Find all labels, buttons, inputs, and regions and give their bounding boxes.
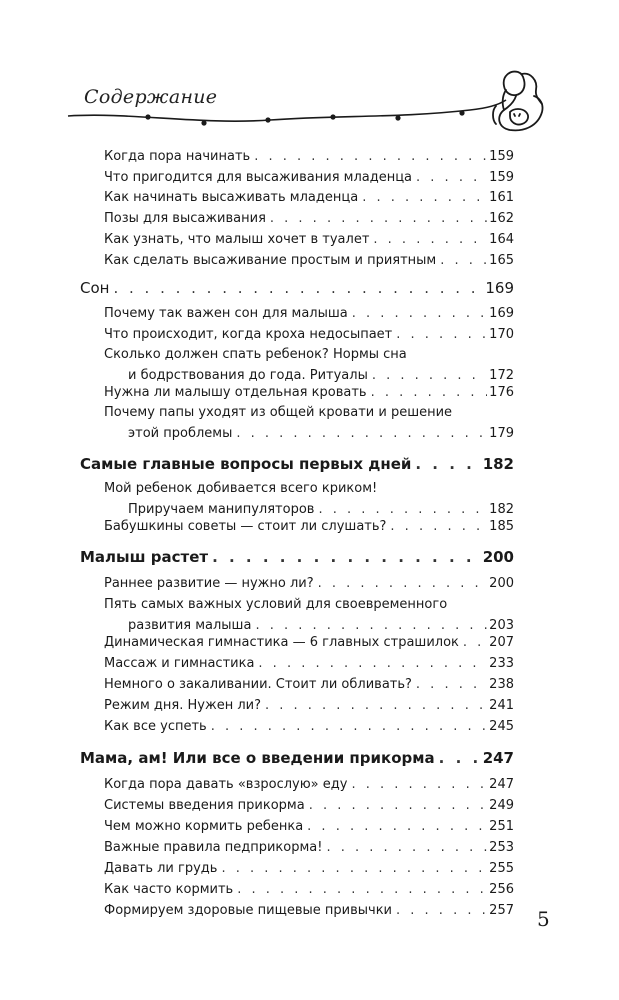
toc-page-number: 203 (489, 618, 514, 633)
toc-entry-title: Немного о закаливании. Стоит ли обливать? (104, 677, 412, 692)
leader-dots (309, 797, 487, 815)
toc-entry-title: Системы введения прикорма (104, 798, 305, 813)
toc-page-number: 159 (489, 149, 514, 164)
toc-entry (104, 860, 514, 878)
toc-page-number: 179 (489, 426, 514, 441)
leader-dots (351, 776, 487, 794)
leader-dots (373, 231, 487, 249)
toc-entry-title: Нужна ли малышу отдельная кровать (104, 385, 367, 400)
toc-page-number: 200 (482, 548, 514, 566)
toc-entry-title: Динамическая гимнастика — 6 главных страшилок (104, 635, 459, 650)
toc-page-number: 164 (489, 232, 514, 247)
toc-page-number: 233 (489, 656, 514, 671)
toc-entry-multiline (104, 596, 514, 635)
toc-page-number: 176 (489, 385, 514, 400)
toc-entry (104, 776, 514, 794)
toc-entry (104, 575, 514, 593)
toc-entry-title: Как сделать высаживание простым и приятным (104, 253, 437, 268)
page-header (0, 0, 619, 140)
toc-entry (104, 839, 514, 857)
toc-entry-title: Как узнать, что малыш хочет в туалет (104, 232, 370, 247)
toc-entry (104, 697, 514, 715)
leader-dots (463, 634, 487, 652)
toc-page-number: 247 (482, 749, 514, 767)
leader-dots (318, 501, 487, 519)
toc-page-number: 169 (485, 279, 514, 297)
page-title: Содержание (84, 86, 218, 108)
toc-entry-title: Почему так важен сон для малыша (104, 306, 348, 321)
toc-page-number: 241 (489, 698, 514, 713)
leader-dots (439, 749, 481, 767)
toc-page-number: 165 (489, 253, 514, 268)
toc-page-number: 245 (489, 719, 514, 734)
toc-page-number: 182 (489, 502, 514, 517)
toc-entry-title: Как часто кормить (104, 882, 234, 897)
leader-dots (318, 575, 488, 593)
toc-entry-title: Формируем здоровые пищевые привычки (104, 903, 393, 918)
leader-dots (415, 455, 480, 473)
leader-dots (254, 148, 487, 166)
toc-entry-title: Чем можно кормить ребенка (104, 819, 304, 834)
toc-entry-title: Что происходит, когда кроха недосыпает (104, 327, 393, 342)
toc-entry (104, 655, 514, 673)
leader-dots (416, 676, 487, 694)
leader-dots (372, 367, 487, 385)
toc-section-title: Сон (80, 279, 110, 297)
toc-entry (104, 881, 514, 899)
toc-entry (104, 518, 514, 536)
toc-entry-line2 (104, 367, 514, 385)
toc-entry-title: Когда пора давать «взрослую» еду (104, 777, 348, 792)
toc-page-number: 172 (489, 368, 514, 383)
toc-page-number: 159 (489, 170, 514, 185)
toc-page-number: 238 (489, 677, 514, 692)
leader-dots (362, 189, 487, 207)
leader-dots (396, 326, 487, 344)
toc-entry-title: Когда пора начинать (104, 149, 251, 164)
leader-dots (396, 902, 487, 920)
toc-entry (104, 305, 514, 323)
leader-dots (265, 697, 487, 715)
leader-dots (221, 860, 487, 878)
toc-entry (104, 676, 514, 694)
toc-page-number: 255 (489, 861, 514, 876)
toc-entry (104, 169, 514, 187)
toc-entry-title: Как начинать высаживать младенца (104, 190, 359, 205)
leader-dots (352, 305, 487, 323)
toc-entry-title-line2: и бодрствования до года. Ритуалы (128, 368, 368, 383)
toc-page-number: 170 (489, 327, 514, 342)
leader-dots (416, 169, 487, 187)
toc-entry (104, 902, 514, 920)
toc-page-number: 256 (489, 882, 514, 897)
toc-entry-title: Важные правила педприкорма! (104, 840, 323, 855)
toc-entry-title-line1: Пять самых важных условий для своевременного (104, 597, 448, 612)
toc-section (80, 749, 514, 767)
leader-dots (371, 384, 488, 402)
mother-child-icon (484, 66, 550, 136)
toc-entry-title-line1: Сколько должен спать ребенок? Нормы сна (104, 347, 407, 362)
toc-page-number: 249 (489, 798, 514, 813)
toc-section (80, 279, 514, 297)
toc-section (80, 548, 514, 566)
toc-page-number: 257 (489, 903, 514, 918)
toc-entry-title: Режим дня. Нужен ли? (104, 698, 261, 713)
toc-entry (104, 384, 514, 402)
toc-entry-title-line1: Мой ребенок добивается всего криком! (104, 481, 378, 496)
toc-entry (104, 210, 514, 228)
toc-page-number: 253 (489, 840, 514, 855)
toc-entry-multiline (104, 346, 514, 385)
toc-entry-title: Позы для высаживания (104, 211, 266, 226)
leader-dots (390, 518, 487, 536)
toc-entry-title-line2: этой проблемы (128, 426, 233, 441)
leader-dots (237, 881, 487, 899)
leader-dots (211, 718, 487, 736)
toc-entry (104, 797, 514, 815)
toc-entry-line2 (104, 617, 514, 635)
toc-page-number: 200 (489, 576, 514, 591)
toc-page-number: 169 (489, 306, 514, 321)
toc-page-number: 161 (489, 190, 514, 205)
toc-entry (104, 326, 514, 344)
toc-entry (104, 718, 514, 736)
toc-entry-title: Как все успеть (104, 719, 207, 734)
toc-entry-multiline (104, 404, 514, 443)
toc-section-title: Малыш растет (80, 548, 209, 566)
toc-entry-title-line2: Приручаем манипуляторов (128, 502, 315, 517)
toc-page-number: 247 (489, 777, 514, 792)
leader-dots (258, 655, 487, 673)
toc-page-number: 182 (482, 455, 514, 473)
toc-section (80, 455, 514, 473)
toc-entry-title: Массаж и гимнастика (104, 656, 255, 671)
leader-dots (255, 617, 487, 635)
toc-section-title: Мама, ам! Или все о введении прикорма (80, 749, 435, 767)
toc-entry (104, 634, 514, 652)
leader-dots (212, 548, 481, 566)
leader-dots (270, 210, 487, 228)
leader-dots (440, 252, 487, 270)
toc-entry (104, 148, 514, 166)
leader-dots (236, 425, 487, 443)
toc-page-number: 251 (489, 819, 514, 834)
toc-page-number: 162 (489, 211, 514, 226)
toc-entry-title: Что пригодится для высаживания младенца (104, 170, 413, 185)
toc-entry-title-line1: Почему папы уходят из общей кровати и решение (104, 405, 453, 420)
toc-entry (104, 818, 514, 836)
toc-page-number: 207 (489, 635, 514, 650)
toc-entry-multiline (104, 480, 514, 519)
toc-entry-title: Раннее развитие — нужно ли? (104, 576, 314, 591)
toc-entry-line2 (104, 501, 514, 519)
toc-section-title: Самые главные вопросы первых дней (80, 455, 412, 473)
toc-entry (104, 189, 514, 207)
leader-dots (113, 279, 483, 297)
toc-entry (104, 231, 514, 249)
toc-entry-line2 (104, 425, 514, 443)
folio-page-number: 5 (537, 907, 550, 931)
toc-entry-title: Бабушкины советы — стоит ли слушать? (104, 519, 387, 534)
toc-entry-title: Давать ли грудь (104, 861, 218, 876)
toc-entry (104, 252, 514, 270)
leader-dots (326, 839, 487, 857)
leader-dots (307, 818, 487, 836)
toc-entry-title-line2: развития малыша (128, 618, 252, 633)
toc-page-number: 185 (489, 519, 514, 534)
